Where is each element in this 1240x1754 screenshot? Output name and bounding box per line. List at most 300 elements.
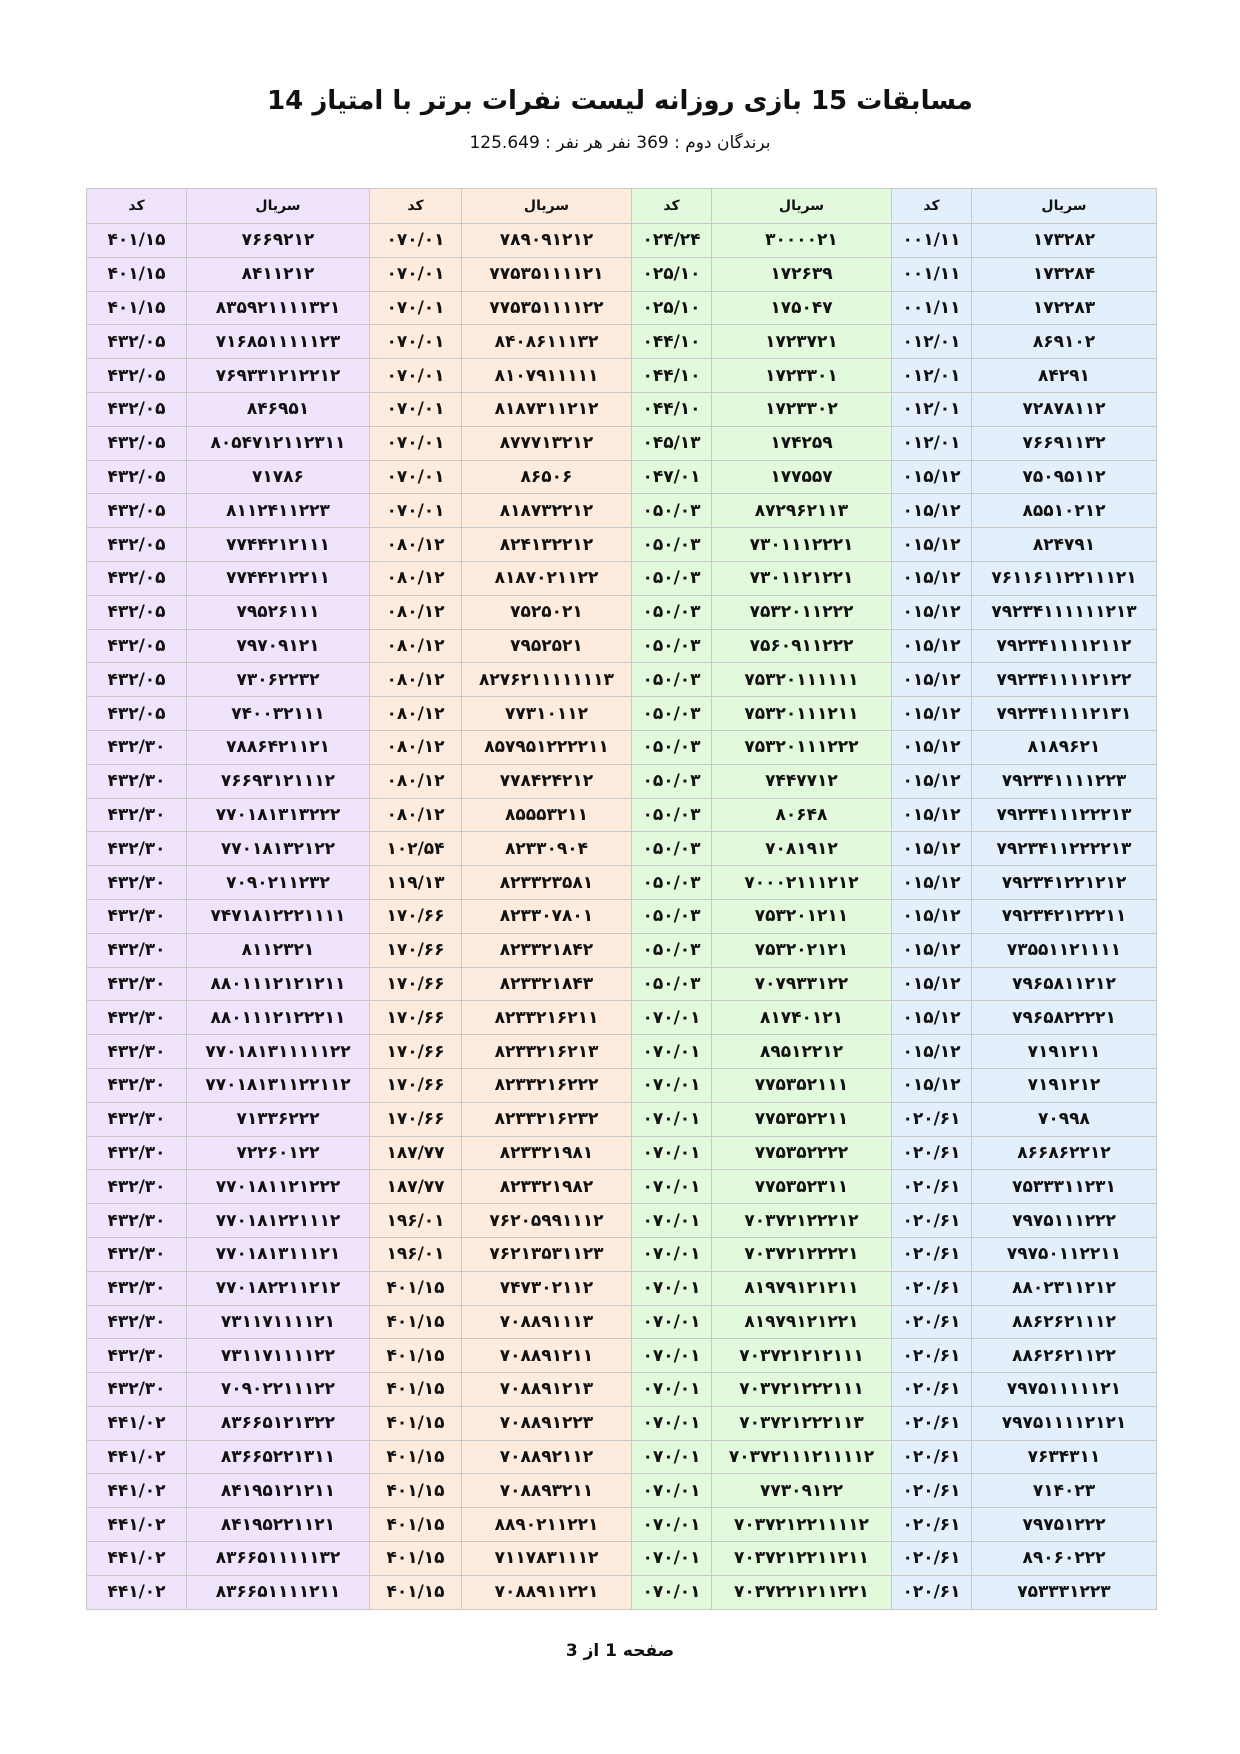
table-row <box>87 1102 1157 1136</box>
serial-cell: ۷۳۱۱۷۱۱۱۱۲۲ <box>187 1339 370 1373</box>
table-row <box>87 1136 1157 1170</box>
code-cell: ۴۳۲/۳۰ <box>87 866 187 900</box>
serial-cell: ۷۵۶۰۹۱۱۲۲۲ <box>712 629 892 663</box>
winners-table-container <box>86 188 1156 1610</box>
table-row <box>87 224 1157 258</box>
table-header-row <box>87 189 1157 224</box>
code-cell: ۰۲۴/۲۴ <box>632 224 712 258</box>
serial-cell: ۷۱۱۷۸۳۱۱۱۲ <box>462 1542 632 1576</box>
code-cell: ۱۹۶/۰۱ <box>370 1237 462 1271</box>
serial-cell: ۸۰۵۴۷۱۲۱۱۲۳۱۱ <box>187 426 370 460</box>
code-cell: ۰۰۱/۱۱ <box>892 257 972 291</box>
serial-cell: ۷۹۲۳۴۲۱۲۲۲۱۱ <box>972 899 1157 933</box>
serial-cell: ۸۷۲۹۶۲۱۱۳ <box>712 494 892 528</box>
serial-cell: ۸۳۶۶۵۲۲۱۳۱۱ <box>187 1440 370 1474</box>
table-row <box>87 460 1157 494</box>
code-cell: ۰۸۰/۱۲ <box>370 730 462 764</box>
serial-cell: ۷۷۵۳۵۱۱۱۱۲۱ <box>462 257 632 291</box>
serial-cell: ۷۰۸۸۹۱۱۱۳ <box>462 1305 632 1339</box>
code-cell: ۴۳۲/۳۰ <box>87 1237 187 1271</box>
code-cell: ۰۰۱/۱۱ <box>892 224 972 258</box>
table-row <box>87 1305 1157 1339</box>
serial-cell: ۷۰۳۷۲۱۲۲۲۱۱۳ <box>712 1406 892 1440</box>
serial-cell: ۷۲۸۷۸۱۱۲ <box>972 392 1157 426</box>
table-row <box>87 967 1157 1001</box>
serial-cell: ۷۵۳۲۰۱۱۱۱۱۱ <box>712 663 892 697</box>
serial-cell: ۷۷۳۱۰۱۱۲ <box>462 697 632 731</box>
table-row <box>87 629 1157 663</box>
serial-cell: ۸۴۱۹۵۱۲۱۲۱۱ <box>187 1474 370 1508</box>
code-cell: ۱۱۹/۱۳ <box>370 866 462 900</box>
code-cell: ۴۰۱/۱۵ <box>370 1305 462 1339</box>
code-cell: ۰۴۷/۰۱ <box>632 460 712 494</box>
serial-cell: ۷۹۷۵۱۲۲۲ <box>972 1508 1157 1542</box>
code-cell: ۰۷۰/۰۱ <box>370 426 462 460</box>
serial-cell: ۷۷۰۱۸۱۳۱۱۲۲۱۱۲ <box>187 1068 370 1102</box>
serial-cell: ۸۲۴۷۹۱ <box>972 528 1157 562</box>
code-cell: ۰۸۰/۱۲ <box>370 798 462 832</box>
serial-cell: ۷۷۴۴۲۱۲۱۱۱ <box>187 528 370 562</box>
code-cell: ۴۰۱/۱۵ <box>370 1373 462 1407</box>
serial-cell: ۸۱۸۷۰۲۱۱۲۲ <box>462 561 632 595</box>
serial-cell: ۸۳۵۹۲۱۱۱۱۳۲۱ <box>187 291 370 325</box>
serial-cell: ۸۳۶۶۵۱۱۱۱۲۱۱ <box>187 1575 370 1609</box>
code-cell: ۰۸۰/۱۲ <box>370 595 462 629</box>
code-cell: ۰۴۴/۱۰ <box>632 392 712 426</box>
code-cell: ۱۷۰/۶۶ <box>370 1035 462 1069</box>
code-cell: ۰۲۰/۶۱ <box>892 1339 972 1373</box>
serial-cell: ۱۷۲۶۳۹ <box>712 257 892 291</box>
code-cell: ۴۳۲/۳۰ <box>87 1373 187 1407</box>
code-cell: ۱۷۰/۶۶ <box>370 1001 462 1035</box>
serial-cell: ۸۸۰۲۳۱۱۲۱۲ <box>972 1271 1157 1305</box>
code-cell: ۰۵۰/۰۳ <box>632 561 712 595</box>
serial-cell: ۸۴۰۸۶۱۱۱۳۲ <box>462 325 632 359</box>
code-cell: ۰۷۰/۰۱ <box>370 392 462 426</box>
serial-cell: ۷۶۶۹۱۱۳۲ <box>972 426 1157 460</box>
serial-cell: ۷۱۷۸۶ <box>187 460 370 494</box>
serial-cell: ۷۹۵۲۵۲۱ <box>462 629 632 663</box>
serial-cell: ۷۷۴۴۲۱۲۲۱۱ <box>187 561 370 595</box>
table-row <box>87 528 1157 562</box>
serial-cell: ۸۲۳۳۰۷۸۰۱ <box>462 899 632 933</box>
serial-cell: ۸۸۶۲۶۲۱۱۲۲ <box>972 1339 1157 1373</box>
page-subtitle: برندگان دوم : 369 نفر هر نفر : 125.649 <box>469 133 771 153</box>
serial-column-header: سریال <box>972 189 1157 224</box>
code-cell: ۰۲۰/۶۱ <box>892 1508 972 1542</box>
serial-cell: ۸۱۸۹۶۲۱ <box>972 730 1157 764</box>
serial-cell: ۷۶۱۱۶۱۱۲۲۱۱۱۲۱ <box>972 561 1157 595</box>
code-cell: ۰۷۰/۰۱ <box>632 1440 712 1474</box>
table-row <box>87 1575 1157 1609</box>
serial-cell: ۷۷۸۴۲۴۲۱۲ <box>462 764 632 798</box>
serial-cell: ۷۷۰۱۸۱۱۲۱۲۲۲ <box>187 1170 370 1204</box>
serial-cell: ۷۰۸۱۹۱۲ <box>712 832 892 866</box>
code-cell: ۴۴۱/۰۲ <box>87 1474 187 1508</box>
code-cell: ۰۵۰/۰۳ <box>632 730 712 764</box>
code-cell: ۰۵۰/۰۳ <box>632 866 712 900</box>
table-row <box>87 494 1157 528</box>
code-cell: ۰۱۵/۱۲ <box>892 663 972 697</box>
code-cell: ۰۱۵/۱۲ <box>892 561 972 595</box>
code-cell: ۰۷۰/۰۱ <box>632 1542 712 1576</box>
code-cell: ۰۱۵/۱۲ <box>892 832 972 866</box>
serial-cell: ۷۰۸۸۹۱۲۲۳ <box>462 1406 632 1440</box>
code-cell: ۰۱۲/۰۱ <box>892 359 972 393</box>
serial-cell: ۱۷۲۳۳۰۲ <box>712 392 892 426</box>
code-cell: ۰۵۰/۰۳ <box>632 832 712 866</box>
code-cell: ۰۷۰/۰۱ <box>632 1001 712 1035</box>
code-cell: ۴۳۲/۰۵ <box>87 663 187 697</box>
serial-cell: ۷۷۵۳۵۲۲۱۱ <box>712 1102 892 1136</box>
serial-cell: ۷۹۲۳۴۱۱۱۱۲۱۱۲ <box>972 629 1157 663</box>
serial-cell: ۸۵۷۹۵۱۲۲۲۲۱۱ <box>462 730 632 764</box>
serial-cell: ۷۶۲۰۵۹۹۱۱۱۲ <box>462 1204 632 1238</box>
serial-cell: ۸۱۸۷۳۱۱۲۱۲ <box>462 392 632 426</box>
serial-cell: ۸۱۸۷۳۲۲۱۲ <box>462 494 632 528</box>
serial-cell: ۸۱۱۲۳۲۱ <box>187 933 370 967</box>
serial-cell: ۸۲۳۳۲۱۸۴۳ <box>462 967 632 1001</box>
serial-cell: ۷۵۳۲۰۱۱۲۲۲ <box>712 595 892 629</box>
code-cell: ۴۳۲/۰۵ <box>87 629 187 663</box>
serial-cell: ۸۷۷۷۱۳۲۱۲ <box>462 426 632 460</box>
code-cell: ۰۱۵/۱۲ <box>892 933 972 967</box>
code-cell: ۰۷۰/۰۱ <box>632 1508 712 1542</box>
serial-cell: ۷۳۵۵۱۱۲۱۱۱۱ <box>972 933 1157 967</box>
serial-cell: ۷۴۷۱۸۱۲۲۲۱۱۱۱ <box>187 899 370 933</box>
code-cell: ۰۲۵/۱۰ <box>632 257 712 291</box>
serial-cell: ۷۷۵۳۵۲۱۱۱ <box>712 1068 892 1102</box>
serial-cell: ۸۸۶۲۶۲۱۱۱۲ <box>972 1305 1157 1339</box>
serial-cell: ۸۴۱۹۵۲۲۱۱۲۱ <box>187 1508 370 1542</box>
table-row <box>87 1373 1157 1407</box>
code-cell: ۴۰۱/۱۵ <box>87 291 187 325</box>
winners-table <box>86 188 1157 1610</box>
code-cell: ۰۱۲/۰۱ <box>892 426 972 460</box>
table-row <box>87 595 1157 629</box>
table-row <box>87 392 1157 426</box>
code-cell: ۰۲۰/۶۱ <box>892 1204 972 1238</box>
table-row <box>87 561 1157 595</box>
serial-cell: ۱۷۳۲۸۲ <box>972 224 1157 258</box>
code-cell: ۰۷۰/۰۱ <box>632 1271 712 1305</box>
table-row <box>87 1271 1157 1305</box>
code-cell: ۰۲۰/۶۱ <box>892 1542 972 1576</box>
serial-cell: ۸۲۳۳۲۱۸۴۲ <box>462 933 632 967</box>
serial-cell: ۸۲۳۳۲۳۵۸۱ <box>462 866 632 900</box>
code-cell: ۰۵۰/۰۳ <box>632 663 712 697</box>
table-row <box>87 1068 1157 1102</box>
table-row <box>87 866 1157 900</box>
table-row <box>87 798 1157 832</box>
code-cell: ۰۷۰/۰۱ <box>632 1373 712 1407</box>
code-cell: ۰۷۰/۰۱ <box>632 1204 712 1238</box>
code-cell: ۰۲۰/۶۱ <box>892 1406 972 1440</box>
serial-cell: ۸۲۳۳۲۱۶۲۱۱ <box>462 1001 632 1035</box>
code-cell: ۴۳۲/۳۰ <box>87 899 187 933</box>
serial-cell: ۸۱۷۴۰۱۲۱ <box>712 1001 892 1035</box>
serial-cell: ۷۶۳۴۳۱۱ <box>972 1440 1157 1474</box>
serial-cell: ۱۷۲۲۸۳ <box>972 291 1157 325</box>
code-cell: ۴۳۲/۳۰ <box>87 1001 187 1035</box>
serial-cell: ۷۸۸۶۴۲۱۱۲۱ <box>187 730 370 764</box>
code-cell: ۰۱۵/۱۲ <box>892 798 972 832</box>
code-cell: ۰۲۰/۶۱ <box>892 1474 972 1508</box>
code-cell: ۱۹۶/۰۱ <box>370 1204 462 1238</box>
serial-cell: ۷۹۷۵۱۱۱۱۲۱۲۱ <box>972 1406 1157 1440</box>
code-cell: ۰۷۰/۰۱ <box>632 1305 712 1339</box>
serial-cell: ۷۰۳۷۲۱۲۲۱۱۱۱۲ <box>712 1508 892 1542</box>
code-cell: ۰۱۵/۱۲ <box>892 528 972 562</box>
code-cell: ۱۷۰/۶۶ <box>370 933 462 967</box>
serial-cell: ۸۰۶۴۸ <box>712 798 892 832</box>
code-cell: ۰۵۰/۰۳ <box>632 967 712 1001</box>
serial-cell: ۸۶۹۱۰۲ <box>972 325 1157 359</box>
serial-cell: ۷۰۳۷۲۱۲۲۱۱۲۱۱ <box>712 1542 892 1576</box>
table-row <box>87 697 1157 731</box>
table-row <box>87 1440 1157 1474</box>
code-cell: ۴۳۲/۳۰ <box>87 1305 187 1339</box>
code-cell: ۰۷۰/۰۱ <box>632 1474 712 1508</box>
serial-cell: ۷۹۲۳۴۱۱۲۲۲۲۱۳ <box>972 832 1157 866</box>
serial-cell: ۷۶۹۳۳۱۲۱۲۲۱۲ <box>187 359 370 393</box>
code-cell: ۰۱۵/۱۲ <box>892 899 972 933</box>
code-cell: ۰۵۰/۰۳ <box>632 697 712 731</box>
code-cell: ۰۵۰/۰۳ <box>632 899 712 933</box>
code-cell: ۰۸۰/۱۲ <box>370 629 462 663</box>
serial-cell: ۷۰۳۷۲۱۲۲۲۲۱ <box>712 1237 892 1271</box>
serial-cell: ۸۳۶۶۵۱۲۱۳۲۲ <box>187 1406 370 1440</box>
code-cell: ۰۱۵/۱۲ <box>892 1035 972 1069</box>
code-cell: ۴۳۲/۳۰ <box>87 798 187 832</box>
code-cell: ۰۲۰/۶۱ <box>892 1305 972 1339</box>
code-cell: ۰۱۵/۱۲ <box>892 967 972 1001</box>
serial-cell: ۸۹۵۱۲۲۱۲ <box>712 1035 892 1069</box>
serial-cell: ۸۲۳۳۲۱۶۲۲۲ <box>462 1068 632 1102</box>
code-cell: ۰۸۰/۱۲ <box>370 561 462 595</box>
code-cell: ۰۲۰/۶۱ <box>892 1102 972 1136</box>
code-cell: ۰۵۰/۰۳ <box>632 494 712 528</box>
code-cell: ۰۸۰/۱۲ <box>370 764 462 798</box>
serial-cell: ۱۷۳۲۸۴ <box>972 257 1157 291</box>
table-row <box>87 1170 1157 1204</box>
code-cell: ۰۷۰/۰۱ <box>632 1136 712 1170</box>
table-row <box>87 1406 1157 1440</box>
code-cell: ۰۷۰/۰۱ <box>370 257 462 291</box>
serial-cell: ۸۴۶۹۵۱ <box>187 392 370 426</box>
code-cell: ۰۲۰/۶۱ <box>892 1271 972 1305</box>
serial-cell: ۷۵۲۵۰۲۱ <box>462 595 632 629</box>
serial-cell: ۷۰۳۷۲۱۱۱۲۱۱۱۱۲ <box>712 1440 892 1474</box>
code-cell: ۰۲۰/۶۱ <box>892 1575 972 1609</box>
serial-cell: ۸۲۷۶۲۱۱۱۱۱۱۱۳ <box>462 663 632 697</box>
code-cell: ۴۴۱/۰۲ <box>87 1406 187 1440</box>
code-cell: ۰۷۰/۰۱ <box>370 494 462 528</box>
code-cell: ۴۳۲/۳۰ <box>87 1170 187 1204</box>
serial-cell: ۸۹۰۶۰۲۲۲ <box>972 1542 1157 1576</box>
table-row <box>87 1339 1157 1373</box>
table-row <box>87 1542 1157 1576</box>
table-row <box>87 359 1157 393</box>
serial-cell: ۱۷۲۳۳۰۱ <box>712 359 892 393</box>
code-column-header: کد <box>87 189 187 224</box>
serial-cell: ۸۲۳۳۲۱۶۲۳۲ <box>462 1102 632 1136</box>
code-cell: ۴۳۲/۳۰ <box>87 1271 187 1305</box>
serial-cell: ۷۶۶۹۲۱۲ <box>187 224 370 258</box>
serial-cell: ۸۲۳۳۲۱۶۲۱۳ <box>462 1035 632 1069</box>
code-cell: ۰۷۰/۰۱ <box>632 1068 712 1102</box>
code-cell: ۰۷۰/۰۱ <box>632 1237 712 1271</box>
code-cell: ۴۳۲/۳۰ <box>87 1204 187 1238</box>
code-cell: ۱۷۰/۶۶ <box>370 1102 462 1136</box>
code-cell: ۰۵۰/۰۳ <box>632 764 712 798</box>
serial-cell: ۷۳۱۱۷۱۱۱۱۲۱ <box>187 1305 370 1339</box>
serial-cell: ۷۷۵۳۵۲۳۱۱ <box>712 1170 892 1204</box>
serial-cell: ۷۹۲۳۴۱۱۱۱۲۱۳۱ <box>972 697 1157 731</box>
serial-cell: ۸۴۲۹۱ <box>972 359 1157 393</box>
code-cell: ۰۸۰/۱۲ <box>370 528 462 562</box>
code-cell: ۰۱۵/۱۲ <box>892 730 972 764</box>
code-cell: ۴۰۱/۱۵ <box>370 1406 462 1440</box>
code-cell: ۰۲۰/۶۱ <box>892 1440 972 1474</box>
code-cell: ۰۷۰/۰۱ <box>632 1035 712 1069</box>
serial-cell: ۷۹۲۳۴۱۱۱۲۲۲۱۳ <box>972 798 1157 832</box>
serial-cell: ۷۹۲۳۴۱۱۱۱۲۲۳ <box>972 764 1157 798</box>
code-cell: ۴۰۱/۱۵ <box>370 1440 462 1474</box>
code-cell: ۰۲۰/۶۱ <box>892 1170 972 1204</box>
code-cell: ۰۷۰/۰۱ <box>632 1575 712 1609</box>
code-cell: ۱۷۰/۶۶ <box>370 1068 462 1102</box>
serial-cell: ۷۹۵۲۶۱۱۱ <box>187 595 370 629</box>
serial-cell: ۷۷۰۱۸۱۳۲۱۲۲ <box>187 832 370 866</box>
table-row <box>87 1001 1157 1035</box>
code-cell: ۰۸۰/۱۲ <box>370 663 462 697</box>
table-row <box>87 291 1157 325</box>
code-column-header: کد <box>892 189 972 224</box>
code-cell: ۰۲۰/۶۱ <box>892 1237 972 1271</box>
serial-cell: ۷۹۷۵۱۱۱۱۱۲۱ <box>972 1373 1157 1407</box>
serial-cell: ۷۳۰۱۱۲۱۲۲۱ <box>712 561 892 595</box>
code-cell: ۴۰۱/۱۵ <box>370 1474 462 1508</box>
serial-cell: ۷۱۹۱۲۱۱ <box>972 1035 1157 1069</box>
table-row <box>87 1035 1157 1069</box>
code-cell: ۴۳۲/۳۰ <box>87 933 187 967</box>
serial-cell: ۷۶۲۱۳۵۳۱۱۲۳ <box>462 1237 632 1271</box>
serial-cell: ۷۰۳۷۲۱۲۲۲۱۱۱ <box>712 1373 892 1407</box>
page-title: مسابقات 15 بازی روزانه لیست نفرات برتر با امتیاز 14 <box>267 86 973 116</box>
code-cell: ۴۳۲/۰۵ <box>87 528 187 562</box>
serial-cell: ۷۰۹۰۲۲۱۱۱۲۲ <box>187 1373 370 1407</box>
serial-cell: ۷۶۶۹۳۱۲۱۱۱۲ <box>187 764 370 798</box>
serial-cell: ۷۰۰۰۲۱۱۱۲۱۲ <box>712 866 892 900</box>
code-cell: ۰۱۵/۱۲ <box>892 629 972 663</box>
serial-cell: ۸۸۰۱۱۱۲۱۲۲۲۱۱ <box>187 1001 370 1035</box>
serial-cell: ۸۲۳۳۰۹۰۴ <box>462 832 632 866</box>
serial-cell: ۷۷۰۱۸۱۳۱۱۱۲۱ <box>187 1237 370 1271</box>
serial-cell: ۷۰۷۹۳۳۱۲۲ <box>712 967 892 1001</box>
code-cell: ۱۰۲/۵۴ <box>370 832 462 866</box>
code-cell: ۴۴۱/۰۲ <box>87 1508 187 1542</box>
serial-cell: ۷۰۸۸۹۱۲۱۱ <box>462 1339 632 1373</box>
serial-cell: ۸۴۱۱۲۱۲ <box>187 257 370 291</box>
code-cell: ۰۱۵/۱۲ <box>892 866 972 900</box>
serial-cell: ۱۷۷۵۵۷ <box>712 460 892 494</box>
code-cell: ۴۳۲/۳۰ <box>87 1339 187 1373</box>
serial-cell: ۷۰۸۸۹۲۱۱۲ <box>462 1440 632 1474</box>
table-row <box>87 325 1157 359</box>
serial-cell: ۱۷۴۲۵۹ <box>712 426 892 460</box>
serial-cell: ۸۲۴۱۳۲۲۱۲ <box>462 528 632 562</box>
serial-cell: ۸۸۰۱۱۱۲۱۲۱۲۱۱ <box>187 967 370 1001</box>
code-cell: ۰۲۵/۱۰ <box>632 291 712 325</box>
code-cell: ۴۳۲/۳۰ <box>87 1068 187 1102</box>
code-cell: ۴۰۱/۱۵ <box>87 224 187 258</box>
code-cell: ۰۵۰/۰۳ <box>632 528 712 562</box>
code-cell: ۱۷۰/۶۶ <box>370 967 462 1001</box>
code-cell: ۰۷۰/۰۱ <box>370 460 462 494</box>
serial-cell: ۷۵۳۲۰۱۱۱۲۲۲ <box>712 730 892 764</box>
code-column-header: کد <box>370 189 462 224</box>
code-cell: ۴۳۲/۳۰ <box>87 967 187 1001</box>
code-cell: ۴۳۲/۰۵ <box>87 460 187 494</box>
code-cell: ۰۴۴/۱۰ <box>632 359 712 393</box>
code-cell: ۰۸۰/۱۲ <box>370 697 462 731</box>
code-cell: ۴۳۲/۰۵ <box>87 595 187 629</box>
serial-cell: ۷۵۳۳۳۱۱۲۳۱ <box>972 1170 1157 1204</box>
code-cell: ۴۳۲/۰۵ <box>87 494 187 528</box>
serial-cell: ۷۰۹۹۸ <box>972 1102 1157 1136</box>
serial-cell: ۷۰۳۷۲۱۲۲۲۱۲ <box>712 1204 892 1238</box>
serial-cell: ۷۵۳۲۰۲۱۲۱ <box>712 933 892 967</box>
serial-cell: ۷۰۸۸۹۳۲۱۱ <box>462 1474 632 1508</box>
code-cell: ۴۳۲/۰۵ <box>87 359 187 393</box>
serial-cell: ۷۷۰۱۸۱۲۲۱۱۱۲ <box>187 1204 370 1238</box>
code-cell: ۰۱۵/۱۲ <box>892 595 972 629</box>
code-cell: ۰۷۰/۰۱ <box>632 1170 712 1204</box>
serial-cell: ۷۹۷۵۰۱۱۲۲۱۱ <box>972 1237 1157 1271</box>
serial-column-header: سریال <box>712 189 892 224</box>
table-row <box>87 1474 1157 1508</box>
code-cell: ۴۳۲/۰۵ <box>87 426 187 460</box>
table-row <box>87 663 1157 697</box>
code-cell: ۰۲۰/۶۱ <box>892 1136 972 1170</box>
code-cell: ۰۵۰/۰۳ <box>632 798 712 832</box>
table-row <box>87 730 1157 764</box>
code-cell: ۴۳۲/۳۰ <box>87 1102 187 1136</box>
code-cell: ۴۰۱/۱۵ <box>370 1339 462 1373</box>
serial-cell: ۸۱۱۲۴۱۱۲۲۳ <box>187 494 370 528</box>
page-number: صفحه 1 از 3 <box>565 1641 675 1661</box>
serial-cell: ۷۷۵۳۵۱۱۱۱۲۲ <box>462 291 632 325</box>
table-row <box>87 899 1157 933</box>
code-cell: ۰۱۵/۱۲ <box>892 764 972 798</box>
table-row <box>87 1237 1157 1271</box>
serial-cell: ۷۳۰۱۱۱۲۲۲۱ <box>712 528 892 562</box>
serial-cell: ۷۹۷۰۹۱۲۱ <box>187 629 370 663</box>
code-cell: ۴۰۱/۱۵ <box>370 1542 462 1576</box>
serial-cell: ۸۱۰۷۹۱۱۱۱۱ <box>462 359 632 393</box>
code-cell: ۰۷۰/۰۱ <box>370 224 462 258</box>
serial-cell: ۷۰۸۸۹۱۱۲۲۱ <box>462 1575 632 1609</box>
table-row <box>87 1508 1157 1542</box>
code-cell: ۰۵۰/۰۳ <box>632 595 712 629</box>
code-cell: ۴۰۱/۱۵ <box>370 1271 462 1305</box>
serial-cell: ۷۰۳۷۲۱۲۱۲۱۱۱ <box>712 1339 892 1373</box>
serial-cell: ۸۳۶۶۵۱۱۱۱۱۳۲ <box>187 1542 370 1576</box>
serial-cell: ۷۹۶۵۸۲۲۲۲۱ <box>972 1001 1157 1035</box>
code-cell: ۰۵۰/۰۳ <box>632 629 712 663</box>
code-cell: ۴۳۲/۰۵ <box>87 325 187 359</box>
